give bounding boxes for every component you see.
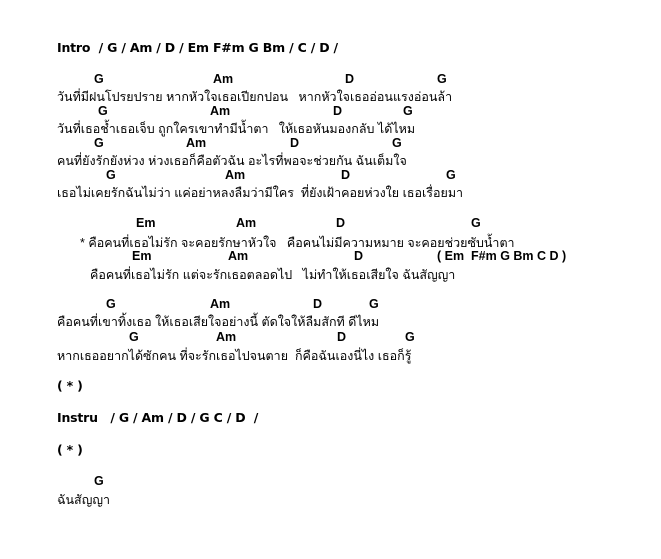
chord-row	[0, 330, 661, 345]
intro-progression: / G / Am / D / Em F#m G Bm / C / D /	[98, 40, 338, 55]
chord: G	[98, 104, 108, 118]
chord: Am	[186, 136, 207, 150]
chord-row	[0, 297, 661, 312]
chord: Am	[236, 216, 257, 230]
intro-label: Intro	[57, 40, 91, 55]
chord-row	[0, 249, 661, 264]
chord: G	[471, 216, 481, 230]
chord: D	[290, 136, 300, 150]
repeat-chorus-marker: ( * )	[57, 378, 83, 393]
chord: G	[437, 72, 447, 86]
chord-row	[0, 72, 661, 87]
chord: D	[345, 72, 355, 86]
chord: D	[341, 168, 351, 182]
chord: D	[336, 216, 346, 230]
chord: Em	[136, 216, 156, 230]
chord: G	[106, 297, 116, 311]
outro-lyric-line: ฉันสัญญา	[57, 493, 111, 507]
lyric-line: หากเธออยากได้ซักคน ที่จะรักเธอไปจนตาย ก็คือฉันเองนี่ไง เธอก็รู้	[57, 349, 412, 363]
chord: G	[94, 474, 104, 488]
lyric-line: วันที่มีฝนโปรยปราย หากหัวใจเธอเปียกปอน หากหัวใจเธออ่อนแรงอ่อนล้า	[57, 90, 453, 104]
chord-row	[0, 168, 661, 183]
chord-row	[0, 104, 661, 119]
chord: Am	[210, 297, 231, 311]
chorus-lyric-line: * คือคนที่เธอไม่รัก จะคอยรักษาหัวใจ คือคนไม่มีความหมาย จะคอยช่วยซับน้ำตา	[80, 236, 515, 250]
repeat-chorus-marker: ( * )	[57, 442, 83, 457]
lyric-line: คนที่ยังรักยังห่วง ห่วงเธอก็คือตัวฉัน อะไรที่พอจะช่วยกัน ฉันเต็มใจ	[57, 154, 407, 168]
chord: G	[369, 297, 379, 311]
chord: G	[446, 168, 456, 182]
chord: Am	[228, 249, 249, 263]
instru-line	[57, 410, 258, 425]
chord: D	[333, 104, 343, 118]
chord: Am	[213, 72, 234, 86]
chord-row	[0, 474, 661, 489]
chord: Em	[132, 249, 152, 263]
chord: D	[337, 330, 347, 344]
lyric-line: คือคนที่เขาทิ้งเธอ ให้เธอเสียใจอย่างนี้ ตัดใจให้ลืมสักที ดีไหม	[57, 315, 380, 329]
chord: G	[392, 136, 402, 150]
chord: G	[405, 330, 415, 344]
chord: G	[94, 72, 104, 86]
chord: G	[129, 330, 139, 344]
lyric-line: วันที่เธอช้ำเธอเจ็บ ถูกใครเขาทำมีน้ำตา ให้เธอหันมองกลับ ได้ไหม	[57, 122, 416, 136]
chord-row	[0, 216, 661, 231]
chord: D	[354, 249, 364, 263]
chord: Am	[210, 104, 231, 118]
chord: G	[106, 168, 116, 182]
chord-turnaround: ( Em F#m G Bm C D )	[437, 249, 567, 263]
instru-progression: / G / Am / D / G C / D /	[110, 410, 259, 425]
chord-row	[0, 136, 661, 151]
chord: Am	[225, 168, 246, 182]
instru-label: Instru	[57, 410, 98, 425]
chord: Am	[216, 330, 237, 344]
chord: G	[403, 104, 413, 118]
intro-line	[57, 40, 338, 55]
chord: D	[313, 297, 323, 311]
chorus-lyric-line: คือคนที่เธอไม่รัก แต่จะรักเธอตลอดไป ไม่ทำให้เธอเสียใจ ฉันสัญญา	[90, 268, 456, 282]
lyric-line: เธอไม่เคยรักฉันไม่ว่า แค่อย่าหลงลืมว่ามีใคร ที่ยังเฝ้าคอยห่วงใย เธอเรื่อยมา	[57, 186, 464, 200]
chord: G	[94, 136, 104, 150]
